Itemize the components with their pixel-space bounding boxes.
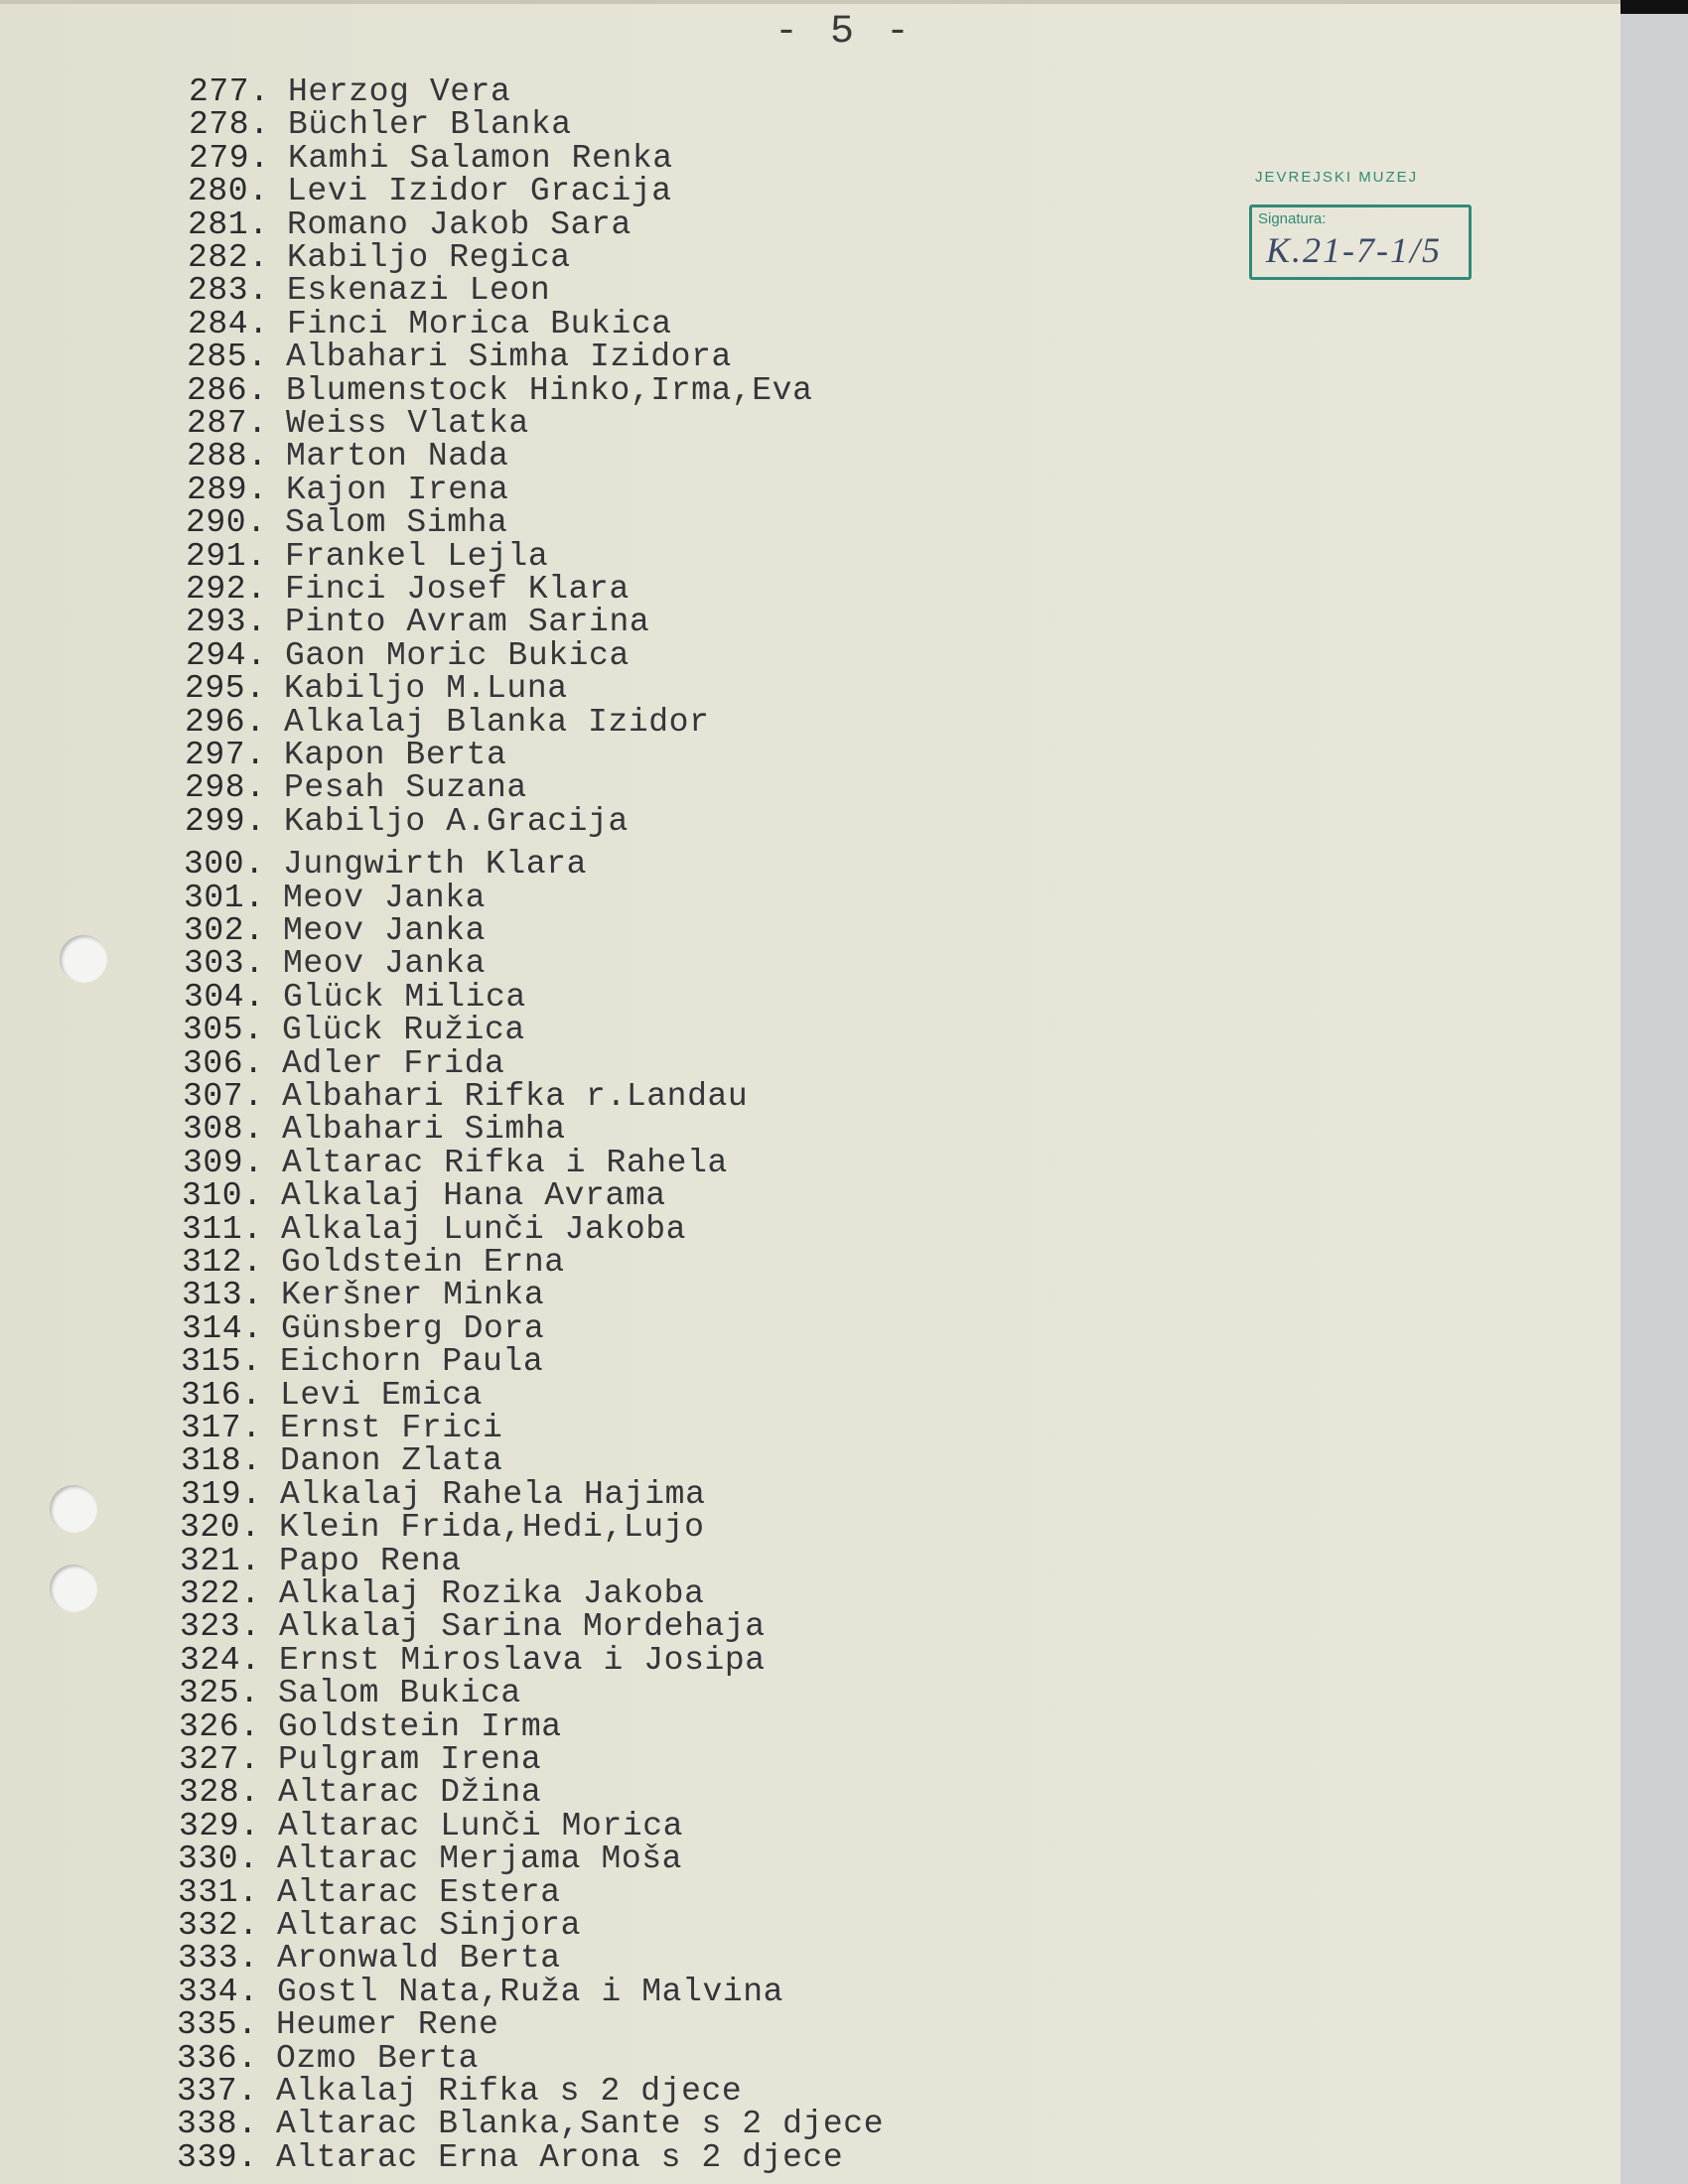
list-entry: [185, 703, 710, 741]
entry-number: 306.: [183, 1044, 264, 1082]
entry-name: Kajon Irena: [286, 471, 509, 508]
stamp-box: [1249, 205, 1472, 280]
list-entry: [183, 1113, 566, 1147]
list-entry: [177, 2138, 844, 2176]
entry-number: 300.: [184, 846, 265, 884]
list-entry: [188, 305, 672, 342]
list-entry: [183, 1144, 728, 1181]
entry-number: 293.: [186, 604, 267, 641]
entry-number: 324.: [180, 1641, 261, 1679]
entry-number: 307.: [183, 1078, 264, 1115]
entry-name: Eskenazi Leon: [287, 272, 551, 310]
entry-number: 305.: [183, 1012, 264, 1049]
entry-number: 320.: [180, 1509, 261, 1547]
entry-number: 317.: [181, 1410, 262, 1446]
list-entry: [183, 1080, 748, 1114]
list-entry: [185, 672, 568, 706]
entry-name: Blumenstock Hinko,Irma,Eva: [286, 371, 813, 409]
entry-name: Altarac Rifka i Rahela: [282, 1144, 728, 1181]
entry-number: 292.: [186, 571, 267, 608]
list-entry: [187, 471, 509, 508]
entry-number: 312.: [182, 1244, 263, 1281]
list-entry: [179, 1677, 521, 1710]
entry-number: 322.: [180, 1575, 261, 1612]
page-number: - 5 -: [774, 10, 914, 55]
entry-name: Meov Janka: [283, 879, 487, 916]
punch-hole: [60, 935, 107, 983]
entry-name: Albahari Rifka r.Landau: [282, 1078, 749, 1115]
entry-name: Meov Janka: [283, 945, 487, 983]
entry-name: Kabiljo A.Gracija: [284, 802, 629, 840]
entry-name: Ozmo Berta: [276, 2039, 480, 2077]
entry-name: Alkalaj Rozika Jakoba: [279, 1575, 705, 1612]
entry-name: Altarac Erna Arona s 2 djece: [276, 2138, 844, 2176]
list-entry: [186, 506, 507, 540]
list-entry: [177, 2075, 742, 2109]
list-entry: [184, 879, 487, 916]
entry-number: 284.: [188, 305, 269, 342]
entry-name: Herzog Vera: [288, 73, 511, 110]
list-entry: [189, 108, 572, 142]
list-entry: [179, 1743, 541, 1777]
list-entry: [188, 205, 632, 243]
entry-number: 339.: [177, 2138, 258, 2176]
list-entry: [181, 1444, 502, 1478]
list-entry: [184, 947, 486, 981]
list-entry: [184, 914, 486, 948]
entry-number: 278.: [189, 106, 270, 144]
entry-name: Altarac Merjama Moša: [277, 1841, 683, 1878]
scan-corner: [1620, 0, 1688, 14]
entry-number: 297.: [185, 737, 266, 773]
entry-name: Alkalaj Hana Avrama: [281, 1177, 666, 1215]
entry-name: Ernst Frici: [280, 1410, 503, 1446]
entry-name: Salom Simha: [285, 504, 508, 542]
entry-number: 329.: [179, 1807, 260, 1844]
list-entry: [185, 739, 506, 772]
entry-name: Altarac Estera: [277, 1873, 561, 1911]
entry-name: Finci Morica Bukica: [287, 305, 672, 342]
entry-name: Heumer Rene: [276, 2006, 499, 2044]
list-entry: [179, 1776, 541, 1810]
list-entry: [185, 802, 629, 840]
punch-hole: [50, 1485, 97, 1533]
list-entry: [177, 2039, 480, 2077]
entry-name: Marton Nada: [286, 438, 509, 476]
list-entry: [184, 978, 526, 1016]
entry-name: Goldstein Irma: [278, 1707, 562, 1745]
entry-number: 302.: [184, 912, 265, 949]
list-entry: [187, 341, 732, 374]
entry-number: 277.: [189, 73, 270, 110]
entry-name: Alkalaj Blanka Izidor: [284, 703, 710, 741]
entry-number: 337.: [177, 2073, 258, 2110]
stamp-signature-value: K.21-7-1/5: [1266, 230, 1442, 270]
list-entry: [178, 1873, 561, 1911]
entry-number: 321.: [180, 1542, 261, 1579]
entry-number: 331.: [178, 1873, 259, 1911]
entry-name: Ernst Miroslava i Josipa: [279, 1641, 766, 1679]
entry-name: Pesah Suzana: [284, 769, 527, 807]
entry-name: Albahari Simha Izidora: [286, 339, 732, 376]
entry-name: Büchler Blanka: [288, 106, 572, 144]
entry-name: Kapon Berta: [284, 737, 507, 773]
scan-margin: [1620, 0, 1688, 2184]
entry-name: Alkalaj Sarina Mordehaja: [279, 1608, 766, 1646]
entry-number: 308.: [183, 1111, 264, 1149]
entry-number: 336.: [177, 2039, 258, 2077]
list-entry: [182, 1279, 544, 1312]
list-entry: [178, 1973, 784, 2010]
entry-name: Altarac Blanka,Sante s 2 djece: [276, 2106, 885, 2143]
entry-number: 311.: [182, 1210, 263, 1248]
entry-name: Eichorn Paula: [280, 1343, 544, 1381]
entry-number: 287.: [187, 405, 268, 442]
entry-name: Kabiljo M.Luna: [284, 670, 568, 708]
list-entry: [181, 1345, 543, 1379]
entry-name: Alkalaj Rahela Hajima: [280, 1475, 706, 1513]
list-entry: [180, 1641, 766, 1679]
entry-name: Alkalaj Rifka s 2 djece: [276, 2073, 743, 2110]
entry-name: Finci Josef Klara: [285, 571, 630, 608]
list-entry: [181, 1475, 706, 1513]
entry-name: Salom Bukica: [278, 1675, 521, 1712]
entry-number: 294.: [186, 636, 267, 674]
entry-number: 299.: [185, 802, 266, 840]
list-entry: [178, 1942, 561, 1976]
entry-number: 286.: [187, 371, 268, 409]
list-entry: [182, 1309, 545, 1347]
entry-name: Albahari Simha: [282, 1111, 566, 1149]
entry-number: 296.: [185, 703, 266, 741]
list-entry: [186, 537, 549, 575]
entry-name: Adler Frida: [282, 1044, 505, 1082]
entry-number: 310.: [182, 1177, 263, 1215]
entry-name: Kamhi Salamon Renka: [288, 139, 673, 177]
entry-number: 288.: [187, 438, 268, 476]
entry-name: Alkalaj Lunči Jakoba: [281, 1210, 687, 1248]
list-entry: [180, 1610, 766, 1644]
entry-name: Gostl Nata,Ruža i Malvina: [277, 1973, 784, 2010]
entry-name: Weiss Vlatka: [286, 405, 529, 442]
entry-name: Levi Emica: [280, 1376, 484, 1414]
entry-number: 315.: [181, 1343, 262, 1381]
entry-name: Frankel Lejla: [285, 537, 549, 575]
entry-name: Klein Frida,Hedi,Lujo: [279, 1509, 705, 1547]
list-entry: [179, 1807, 684, 1844]
list-entry: [187, 407, 529, 441]
list-entry: [184, 848, 587, 882]
entry-number: 301.: [184, 879, 265, 916]
punch-hole: [50, 1565, 97, 1612]
list-entry: [187, 440, 508, 474]
entry-number: 290.: [186, 504, 267, 542]
entry-number: 295.: [185, 670, 266, 708]
list-entry: [189, 75, 510, 109]
list-entry: [182, 1246, 565, 1280]
page-top-edge: [0, 0, 1620, 4]
entry-name: Gaon Moric Bukica: [285, 636, 630, 674]
list-entry: [188, 175, 672, 208]
list-entry: [180, 1542, 462, 1579]
entry-name: Pulgram Irena: [278, 1741, 542, 1778]
entry-number: 282.: [188, 239, 269, 276]
entry-name: Papo Rena: [279, 1542, 462, 1579]
list-entry: [177, 2108, 884, 2141]
stamp-title: JEVREJSKI MUZEJ: [1255, 169, 1419, 186]
list-entry: [187, 371, 813, 409]
entry-name: Jungwirth Klara: [283, 846, 588, 884]
list-entry: [180, 1511, 704, 1545]
list-entry: [182, 1179, 666, 1213]
entry-number: 298.: [185, 769, 266, 807]
entry-number: 332.: [178, 1907, 259, 1944]
list-entry: [180, 1577, 704, 1611]
list-entry: [185, 771, 527, 805]
list-entry: [181, 1412, 502, 1445]
entry-number: 338.: [177, 2106, 258, 2143]
list-entry: [181, 1376, 484, 1414]
list-entry: [186, 606, 649, 639]
entry-number: 285.: [187, 339, 268, 376]
entry-number: 330.: [178, 1841, 259, 1878]
entry-name: Kabiljo Regica: [287, 239, 571, 276]
entry-number: 314.: [182, 1309, 263, 1347]
entry-number: 327.: [179, 1741, 260, 1778]
entry-number: 291.: [186, 537, 267, 575]
stamp-label: Signatura:: [1258, 210, 1327, 227]
entry-number: 335.: [177, 2006, 258, 2044]
archive-stamp: [1249, 169, 1472, 278]
entry-name: Altarac Džina: [278, 1774, 542, 1812]
entry-name: Meov Janka: [283, 912, 487, 949]
entry-number: 280.: [188, 173, 269, 210]
entry-name: Altarac Sinjora: [277, 1907, 582, 1944]
entry-name: Altarac Lunči Morica: [278, 1807, 684, 1844]
list-entry: [178, 1843, 682, 1876]
entry-name: Romano Jakob Sara: [287, 205, 632, 243]
entry-number: 289.: [187, 471, 268, 508]
entry-number: 323.: [180, 1608, 261, 1646]
entry-number: 328.: [179, 1774, 260, 1812]
entry-name: Glück Milica: [283, 978, 526, 1016]
entry-number: 303.: [184, 945, 265, 983]
entry-name: Günsberg Dora: [281, 1309, 545, 1347]
list-entry: [189, 139, 673, 177]
entry-number: 316.: [181, 1376, 262, 1414]
list-entry: [188, 274, 550, 308]
list-entry: [182, 1210, 687, 1248]
entry-name: Goldstein Erna: [281, 1244, 565, 1281]
entry-number: 318.: [181, 1442, 262, 1480]
list-entry: [179, 1707, 562, 1745]
entry-name: Danon Zlata: [280, 1442, 503, 1480]
entry-name: Pinto Avram Sarina: [285, 604, 650, 641]
list-entry: [188, 241, 571, 275]
entry-number: 325.: [179, 1675, 260, 1712]
entry-number: 309.: [183, 1144, 264, 1181]
entry-name: Glück Ružica: [282, 1012, 525, 1049]
entry-number: 333.: [178, 1940, 259, 1978]
entry-name: Aronwald Berta: [277, 1940, 561, 1978]
entry-name: Levi Izidor Gracija: [287, 173, 672, 210]
entry-number: 334.: [178, 1973, 259, 2010]
entry-number: 319.: [181, 1475, 262, 1513]
entry-name: Keršner Minka: [281, 1277, 545, 1314]
entry-number: 313.: [182, 1277, 263, 1314]
entry-number: 281.: [188, 205, 269, 243]
entry-number: 326.: [179, 1707, 260, 1745]
entry-number: 283.: [188, 272, 269, 310]
list-entry: [178, 1909, 581, 1943]
list-entry: [183, 1044, 505, 1082]
list-entry: [177, 2008, 498, 2042]
list-entry: [186, 636, 630, 674]
entry-number: 279.: [189, 139, 270, 177]
list-entry: [183, 1014, 525, 1047]
entry-number: 304.: [184, 978, 265, 1016]
list-entry: [186, 573, 630, 607]
